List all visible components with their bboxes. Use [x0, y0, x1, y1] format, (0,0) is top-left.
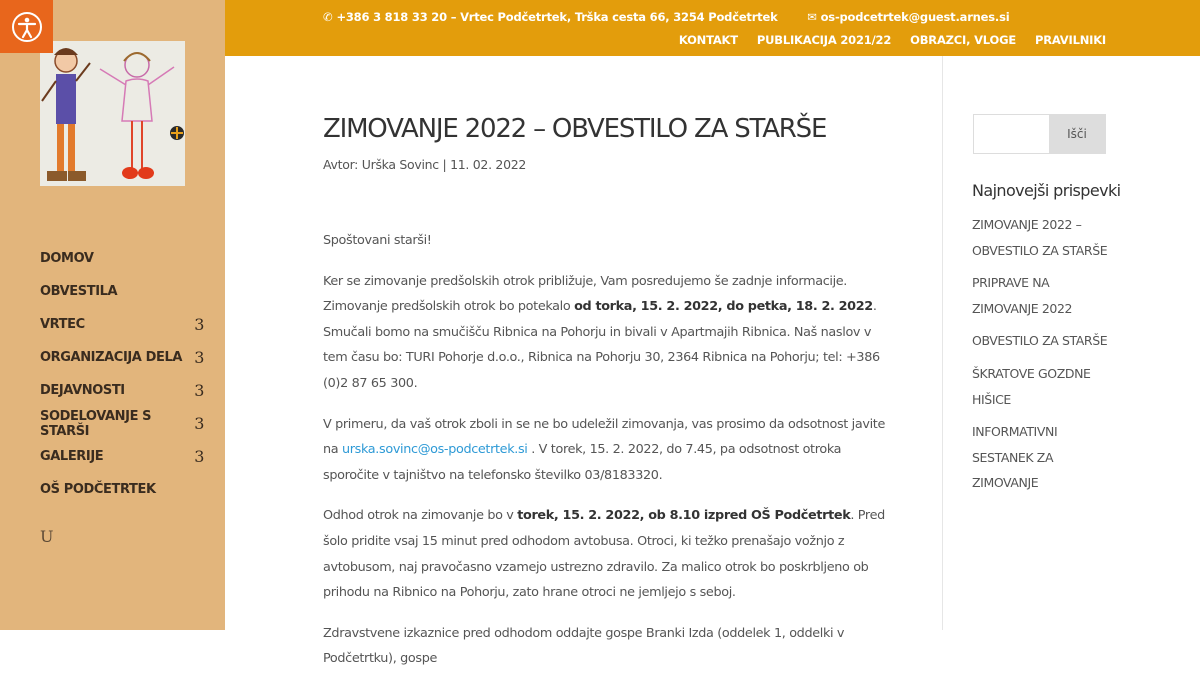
main-content — [323, 56, 898, 687]
sidebar-item-organizacija-dela[interactable] — [40, 341, 210, 374]
accessibility-button[interactable] — [0, 0, 53, 53]
phone-icon: ✆ — [323, 10, 333, 24]
sidebar-item-os-podcetrtek[interactable] — [40, 473, 210, 506]
contact-info — [323, 10, 1013, 24]
sidebar-item-dejavnosti[interactable] — [40, 374, 210, 407]
recent-post-link[interactable]: ŠKRATOVE GOZDNE HIŠICE — [972, 365, 1091, 407]
sidebar-item-label: OBVESTILA — [40, 284, 118, 299]
children-drawing-image — [40, 41, 185, 186]
post-meta: Avtor: Urška Sovinc | 11. 02. 2022 — [323, 157, 527, 172]
post-title: ZIMOVANJE 2022 – OBVESTILO ZA STARŠE — [323, 114, 827, 144]
recent-post-link[interactable]: INFORMATIVNI SESTANEK ZA ZIMOVANJE — [972, 424, 1058, 491]
column-divider — [942, 56, 943, 630]
chevron-down-icon[interactable]: 3 — [194, 381, 204, 400]
accessibility-icon — [11, 11, 43, 43]
sidebar-item-obvestila[interactable] — [40, 275, 210, 308]
sidebar-item-label: DOMOV — [40, 251, 94, 266]
post-paragraph: V primeru, da vaš otrok zboli in se ne bo udeležil zimovanja, vas prosimo da odsotnost javite na urska.sovinc@os-podcetrtek.si . V torek, 15. 2. 2022, do 7.45, pa odsotnost otroka sporočite v tajništvo na telefonsko številko 03/8183320. — [323, 416, 885, 483]
sidebar-item-galerije[interactable] — [40, 440, 210, 473]
top-bar — [225, 0, 1200, 56]
search-input[interactable] — [974, 115, 1049, 153]
sidebar-item-sodelovanje-s-starsi[interactable] — [40, 407, 210, 440]
post-paragraph: Odhod otrok na zimovanje bo v torek, 15. 2. 2022, ob 8.10 izpred OŠ Podčetrtek. Pred šolo pridite vsaj 15 minut pred odhodom avtobusa. Otroci, ki težko prenašajo vožnjo z avtobusom, naj pravočasno vzamejo ustrezno zdravilo. Za malico otrok bo poskrbljeno ob prihodu na Ribnico na Pohorju, zato hrane otroci ne jemljejo s seboj. — [323, 508, 885, 601]
email-link[interactable]: urska.sovinc@os-podcetrtek.si — [341, 442, 528, 458]
post-body — [323, 228, 898, 672]
chevron-down-icon[interactable]: 3 — [194, 315, 204, 334]
search-form — [973, 114, 1106, 154]
post-bold-departure: torek, 15. 2. 2022, ob 8.10 izpred OŠ Podčetrtek — [517, 508, 851, 524]
recent-posts-list — [972, 212, 1112, 503]
sidebar-item-label: VRTEC — [40, 317, 85, 332]
top-nav-obrazci-vloge[interactable]: OBRAZCI, VLOGE — [910, 33, 1016, 47]
top-nav-publikacija[interactable]: PUBLIKACIJA 2021/22 — [756, 33, 892, 47]
search-button[interactable]: Išči — [1049, 115, 1105, 153]
contact-phone: +386 3 818 33 20 – Vrtec Podčetrtek, Trška cesta 66, 3254 Podčetrtek — [336, 10, 778, 24]
top-nav-kontakt[interactable]: KONTAKT — [678, 33, 738, 47]
post-paragraph: Zdravstvene izkaznice pred odhodom oddajte gospe Branki Izda (oddelek 1, oddelki v Podčetrtku), gospe — [323, 625, 845, 667]
post-bold-dates: od torka, 15. 2. 2022, do petka, 18. 2. 2022 — [574, 299, 873, 315]
sidebar-item-domov[interactable] — [40, 242, 210, 275]
sidebar-item-label: ORGANIZACIJA DELA — [40, 350, 183, 365]
recent-post-link[interactable]: ZIMOVANJE 2022 – OBVESTILO ZA STARŠE — [972, 217, 1108, 258]
post-paragraph: Ker se zimovanje predšolskih otrok približuje, Vam posredujemo še zadnje informacije. Zimovanje predšolskih otrok bo potekalo od torka, 15. 2. 2022, do petka, 18. 2. 2022. Smučali bomo na smučišču Ribnica na Pohorju in bivali v Apartmajih Ribnica. Naš naslov v tem času bo: TURI Pohorje d.o.o., Ribnica na Pohorju 30, 2364 Ribnica na Pohorju; tel: +386 (0)2 87 65 300. — [323, 273, 880, 391]
chevron-down-icon[interactable]: 3 — [194, 414, 204, 433]
left-sidebar — [0, 0, 225, 630]
recent-post-link[interactable]: OBVESTILO ZA STARŠE — [972, 333, 1108, 349]
sidebar-item-label: OŠ PODČETRTEK — [40, 482, 156, 497]
post-paragraph: Spoštovani starši! — [323, 233, 432, 248]
sidebar-item-label: DEJAVNOSTI — [40, 383, 125, 398]
contact-email[interactable]: os-podcetrtek@guest.arnes.si — [820, 10, 1010, 24]
top-nav — [679, 33, 1106, 47]
sidebar-item-label: GALERIJE — [40, 449, 104, 464]
recent-posts-title: Najnovejši prispevki — [972, 181, 1121, 200]
sidebar-social-icon[interactable]: U — [40, 527, 54, 546]
chevron-down-icon[interactable]: 3 — [194, 348, 204, 367]
email-icon: ✉ — [807, 10, 817, 24]
chevron-down-icon[interactable]: 3 — [194, 447, 204, 466]
top-nav-pravilniki[interactable]: PRAVILNIKI — [1034, 33, 1106, 47]
sidebar-item-vrtec[interactable] — [40, 308, 210, 341]
sidebar-nav — [40, 242, 210, 506]
recent-post-link[interactable]: PRIPRAVE NA ZIMOVANJE 2022 — [972, 275, 1073, 316]
site-logo[interactable] — [40, 41, 185, 186]
sidebar-item-label: SODELOVANJE S STARŠI — [40, 408, 152, 439]
